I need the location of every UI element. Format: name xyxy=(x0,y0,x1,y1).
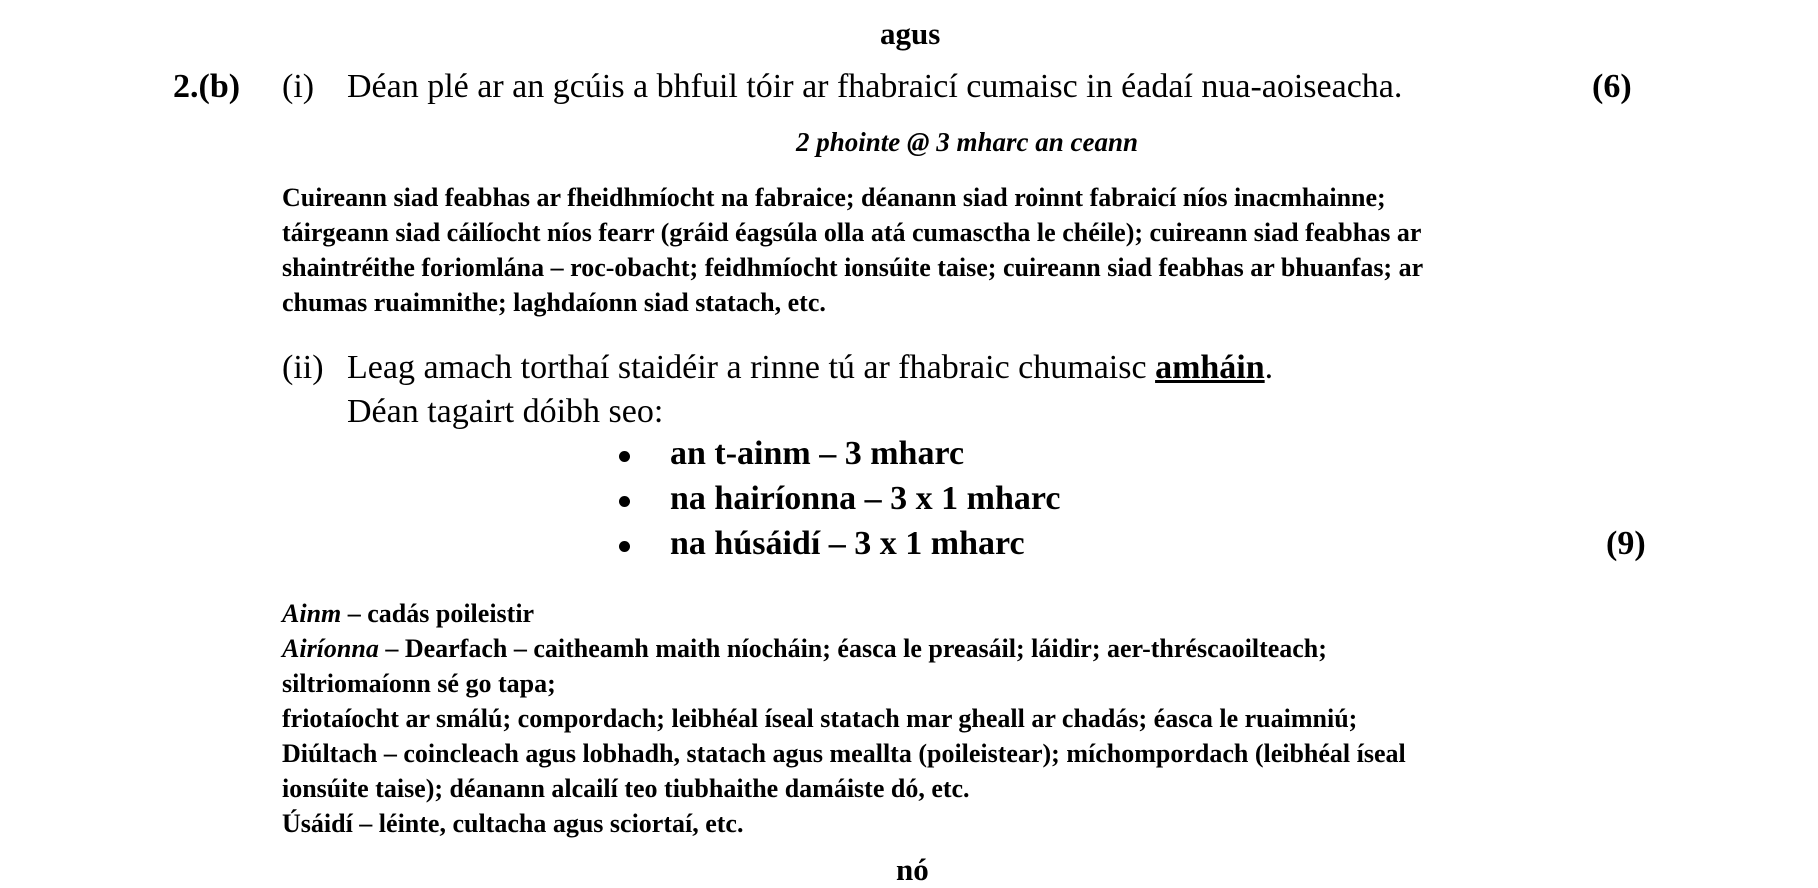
bullet-dot-2 xyxy=(619,496,630,507)
answer-properties-line-3: friotaíocht ar smálú; compordach; leibhéal íseal statach mar gheall ar chadás; éasca le ruaimniú; xyxy=(282,704,1358,733)
part-i-answer-line-3: shaintréithe foriomlána – roc-obacht; feidhmíocht ionsúite taise; cuireann siad feabhas ar bhuanfas; ar xyxy=(282,253,1424,282)
part-i-label: (i) xyxy=(282,68,315,105)
part-ii-marks: (9) xyxy=(1606,525,1646,562)
part-i-answer-line-4: chumas ruaimnithe; laghdaíonn siad statach, etc. xyxy=(282,288,826,317)
emphasis-amhain: amháin xyxy=(1155,349,1265,386)
part-i-question: Déan plé ar an gcúis a bhfuil tóir ar fhabraicí cumaisc in éadaí nua-aoiseacha. xyxy=(347,68,1403,105)
answer-properties-line-1: Airíonna – Dearfach – caitheamh maith níocháin; éasca le preasáil; láidir; aer-thréscaoilteach; xyxy=(282,634,1327,663)
part-i-answer-line-1: Cuireann siad feabhas ar fheidhmíocht na fabraice; déanann siad roinnt fabraicí níos inacmhainne; xyxy=(282,183,1386,212)
bullet-dot-1 xyxy=(619,451,630,462)
bullet-uses: na húsáidí – 3 x 1 mharc xyxy=(670,525,1025,562)
marking-scheme-note: 2 phointe @ 3 mharc an ceann xyxy=(796,127,1139,157)
connector-agus: agus xyxy=(880,16,941,51)
answer-uses-line: Úsáidí – léinte, cultacha agus sciortaí, etc. xyxy=(282,809,744,838)
answer-name-line: Ainm – cadás poileistir xyxy=(282,599,535,628)
part-ii-question-line-2: Déan tagairt dóibh seo: xyxy=(347,393,664,430)
question-number: 2.(b) xyxy=(173,68,241,105)
connector-no: nó xyxy=(896,852,929,887)
part-ii-question: Leag amach torthaí staidéir a rinne tú ar fhabraic chumaisc amháin. xyxy=(347,349,1274,386)
part-i-answer-line-2: táirgeann siad cáilíocht níos fearr (gráid éagsúla olla atá cumasctha le chéile); cuireann siad feabhas ar xyxy=(282,218,1422,247)
bullet-properties: na hairíonna – 3 x 1 mharc xyxy=(670,480,1061,517)
answer-properties-line-2: siltriomaíonn sé go tapa; xyxy=(282,669,556,698)
part-i-marks: (6) xyxy=(1592,68,1632,105)
answer-properties-line-5: ionsúite taise); déanann alcailí teo tiubhaithe damáiste dó, etc. xyxy=(282,774,970,803)
answer-properties-line-4: Diúltach – coincleach agus lobhadh, statach agus meallta (poileistear); míchompordach (leibhéal íseal xyxy=(282,739,1406,768)
bullet-name: an t-ainm – 3 mharc xyxy=(670,435,965,472)
bullet-dot-3 xyxy=(619,541,630,552)
part-ii-label: (ii) xyxy=(282,349,324,386)
